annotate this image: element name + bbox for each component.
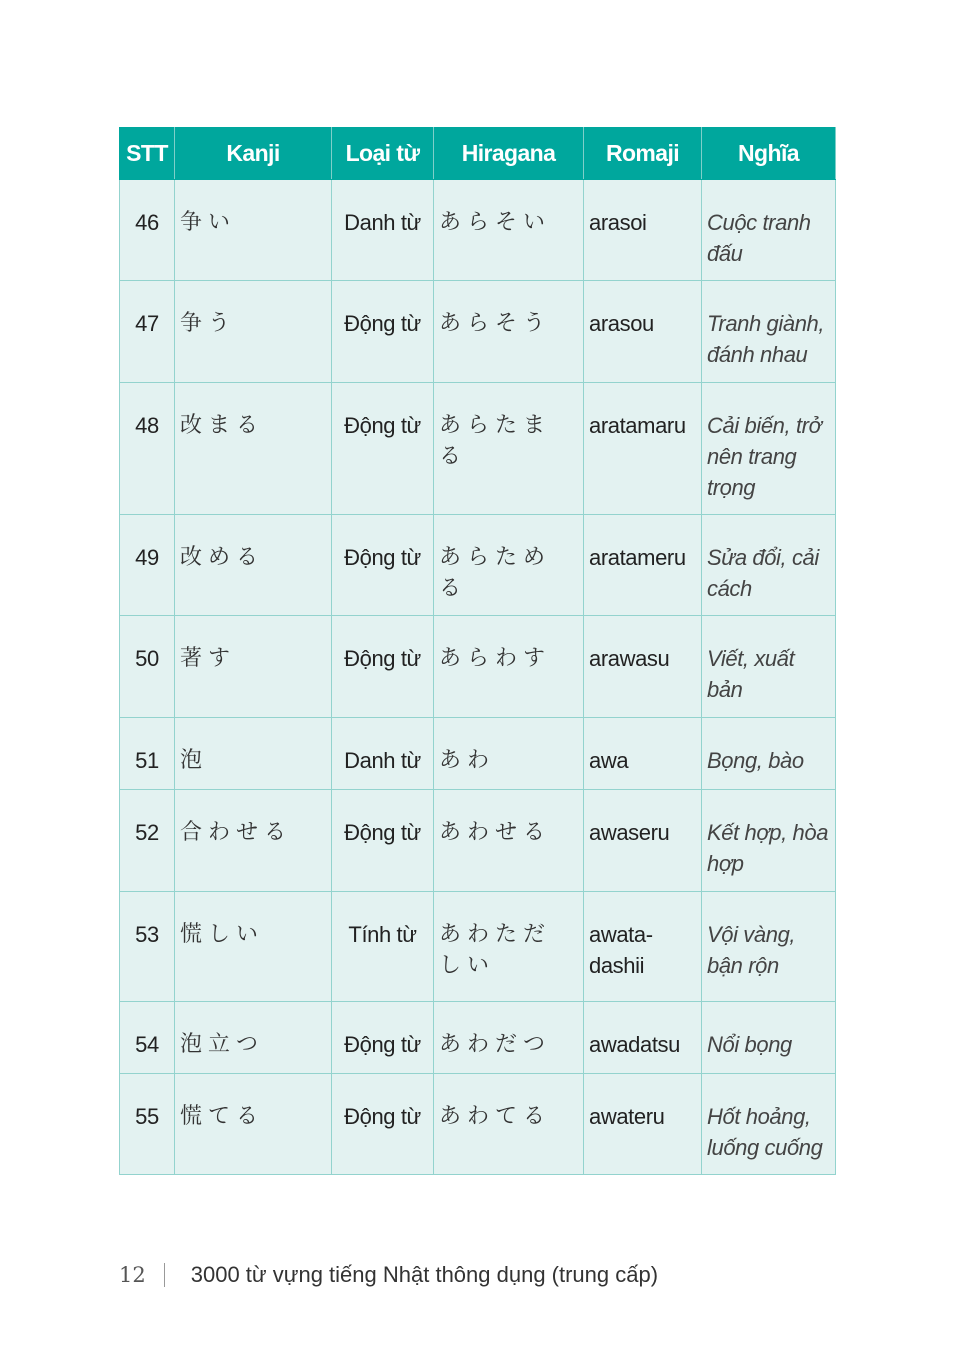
cell-meaning: Hốt hoảng, luống cuống	[702, 1074, 836, 1175]
cell-word-type: Động từ	[332, 1074, 434, 1175]
cell-stt: 48	[120, 383, 175, 515]
cell-romaji: arasoi	[584, 180, 702, 281]
cell-stt: 50	[120, 616, 175, 718]
table-row	[120, 790, 836, 892]
cell-hiragana: あわせる	[434, 790, 584, 892]
cell-hiragana: あらわす	[434, 616, 584, 718]
cell-stt: 49	[120, 515, 175, 616]
cell-meaning: Cuộc tranh đấu	[702, 180, 836, 281]
table-row	[120, 281, 836, 383]
cell-romaji: aratameru	[584, 515, 702, 616]
cell-word-type: Danh từ	[332, 718, 434, 790]
table-row	[120, 718, 836, 790]
cell-romaji: arawasu	[584, 616, 702, 718]
cell-stt: 47	[120, 281, 175, 383]
cell-kanji: 泡	[175, 718, 332, 790]
table-row	[120, 1074, 836, 1175]
cell-meaning: Bọng, bào	[702, 718, 836, 790]
cell-meaning: Kết hợp, hòa hợp	[702, 790, 836, 892]
cell-stt: 54	[120, 1002, 175, 1074]
cell-romaji: awateru	[584, 1074, 702, 1175]
cell-romaji: awaseru	[584, 790, 702, 892]
table-row	[120, 616, 836, 718]
header-meaning: Nghĩa	[702, 128, 836, 180]
cell-hiragana: あわただしい	[434, 892, 584, 1002]
header-stt: STT	[120, 128, 175, 180]
cell-kanji: 著す	[175, 616, 332, 718]
footer-divider	[164, 1263, 165, 1287]
cell-meaning: Viết, xuất bản	[702, 616, 836, 718]
cell-hiragana: あらたまる	[434, 383, 584, 515]
table-row	[120, 180, 836, 281]
cell-word-type: Động từ	[332, 383, 434, 515]
cell-stt: 53	[120, 892, 175, 1002]
table-row	[120, 515, 836, 616]
cell-hiragana: あわ	[434, 718, 584, 790]
cell-kanji: 改める	[175, 515, 332, 616]
cell-meaning: Cải biến, trở nên trang trọng	[702, 383, 836, 515]
cell-stt: 46	[120, 180, 175, 281]
cell-romaji: awata-dashii	[584, 892, 702, 1002]
cell-hiragana: あわだつ	[434, 1002, 584, 1074]
table-header-row	[120, 128, 836, 180]
cell-romaji: awa	[584, 718, 702, 790]
cell-stt: 55	[120, 1074, 175, 1175]
cell-hiragana: あわてる	[434, 1074, 584, 1175]
cell-hiragana: あらそう	[434, 281, 584, 383]
cell-word-type: Động từ	[332, 616, 434, 718]
book-title: 3000 từ vựng tiếng Nhật thông dụng (trung cấp)	[190, 1262, 659, 1287]
header-hiragana: Hiragana	[434, 128, 584, 180]
cell-hiragana: あらためる	[434, 515, 584, 616]
cell-kanji: 合わせる	[175, 790, 332, 892]
cell-romaji: awadatsu	[584, 1002, 702, 1074]
cell-hiragana: あらそい	[434, 180, 584, 281]
table-row	[120, 892, 836, 1002]
cell-meaning: Nổi bọng	[702, 1002, 836, 1074]
cell-meaning: Sửa đổi, cải cách	[702, 515, 836, 616]
cell-kanji: 争い	[175, 180, 332, 281]
cell-kanji: 慌てる	[175, 1074, 332, 1175]
cell-word-type: Động từ	[332, 515, 434, 616]
page-number: 12	[119, 1263, 146, 1287]
cell-word-type: Danh từ	[332, 180, 434, 281]
cell-kanji: 争う	[175, 281, 332, 383]
cell-meaning: Tranh giành, đánh nhau	[702, 281, 836, 383]
header-romaji: Romaji	[584, 128, 702, 180]
cell-word-type: Tính từ	[332, 892, 434, 1002]
header-word-type: Loại từ	[332, 128, 434, 180]
cell-word-type: Động từ	[332, 281, 434, 383]
table-row	[120, 383, 836, 515]
cell-romaji: aratamaru	[584, 383, 702, 515]
vocabulary-table	[119, 127, 836, 1175]
cell-meaning: Vội vàng, bận rộn	[702, 892, 836, 1002]
cell-word-type: Động từ	[332, 1002, 434, 1074]
cell-kanji: 泡立つ	[175, 1002, 332, 1074]
cell-romaji: arasou	[584, 281, 702, 383]
cell-kanji: 慌しい	[175, 892, 332, 1002]
cell-stt: 52	[120, 790, 175, 892]
cell-stt: 51	[120, 718, 175, 790]
header-kanji: Kanji	[175, 128, 332, 180]
cell-word-type: Động từ	[332, 790, 434, 892]
table-row	[120, 1002, 836, 1074]
page-footer	[119, 1262, 658, 1288]
cell-kanji: 改まる	[175, 383, 332, 515]
